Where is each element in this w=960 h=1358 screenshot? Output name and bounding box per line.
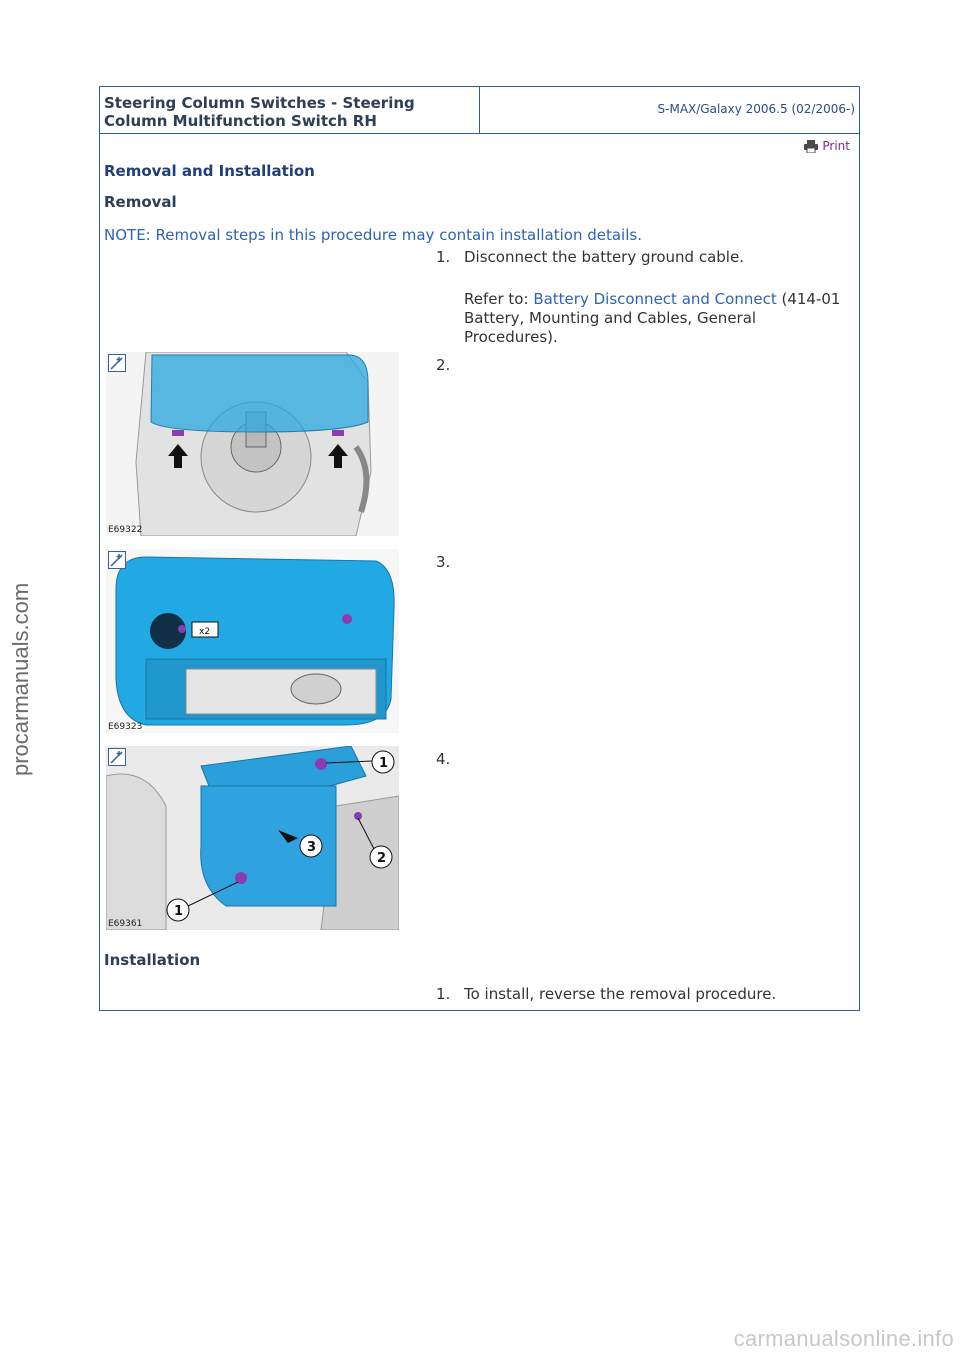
- callout-1-bottom: 1: [174, 904, 184, 919]
- side-watermark: [2, 540, 38, 780]
- removal-step-2: [436, 356, 464, 375]
- illustration-multifunction-switch: [106, 746, 399, 930]
- reference-suffix: (414-01 Battery, Mounting and Cables, General Procedures).: [464, 290, 841, 346]
- step-number: 4.: [436, 750, 451, 768]
- figure-id-label: E69361: [108, 919, 143, 929]
- step-number: 1.: [436, 985, 451, 1003]
- figure-id-label: E69322: [108, 525, 143, 535]
- battery-disconnect-link[interactable]: Battery Disconnect and Connect: [533, 290, 777, 308]
- callout-3: 3: [307, 840, 317, 855]
- printer-icon: [804, 140, 818, 153]
- figure-step-4[interactable]: [106, 746, 399, 930]
- step-number: 1.: [436, 248, 451, 266]
- callout-2: 2: [377, 851, 387, 866]
- subsection-title-removal: Removal: [104, 193, 177, 211]
- removal-step-3: [436, 553, 464, 572]
- note-text: NOTE: Removal steps in this procedure may contain installation details.: [104, 226, 642, 244]
- step-number: 3.: [436, 553, 451, 571]
- step-number: 2.: [436, 356, 451, 374]
- illustration-steering-shroud: [106, 352, 399, 536]
- callout-1-top: 1: [379, 756, 389, 771]
- document-frame: [99, 86, 860, 1011]
- section-title-removal-installation: Removal and Installation: [104, 162, 315, 180]
- footer-watermark: carmanualsonline.info: [733, 1326, 954, 1351]
- zoom-icon[interactable]: [108, 354, 126, 372]
- step-text: To install, reverse the removal procedure.: [464, 985, 777, 1003]
- document-header: [100, 87, 859, 134]
- illustration-lower-shroud: [106, 549, 399, 733]
- subsection-title-installation: Installation: [104, 951, 201, 969]
- zoom-icon[interactable]: [108, 748, 126, 766]
- installation-step-1: [436, 985, 777, 1004]
- figure-id-label: E69323: [108, 722, 143, 732]
- removal-step-1: [436, 248, 841, 346]
- figure-step-2[interactable]: [106, 352, 399, 536]
- print-button[interactable]: [804, 139, 850, 153]
- zoom-icon[interactable]: [108, 551, 126, 569]
- model-label: S-MAX/Galaxy 2006.5 (02/2006-): [657, 102, 855, 116]
- step-reference: [464, 290, 844, 347]
- reference-prefix: Refer to:: [464, 290, 534, 308]
- side-watermark-text: procarmanuals.com: [8, 582, 33, 776]
- removal-step-4: [436, 750, 464, 769]
- step-text: Disconnect the battery ground cable.: [464, 248, 744, 266]
- print-label: Print: [822, 139, 850, 153]
- document-title: Steering Column Switches - Steering Column Multifunction Switch RH: [100, 87, 480, 133]
- callout-x2-tag: x2: [199, 627, 211, 637]
- figure-step-3[interactable]: [106, 549, 399, 733]
